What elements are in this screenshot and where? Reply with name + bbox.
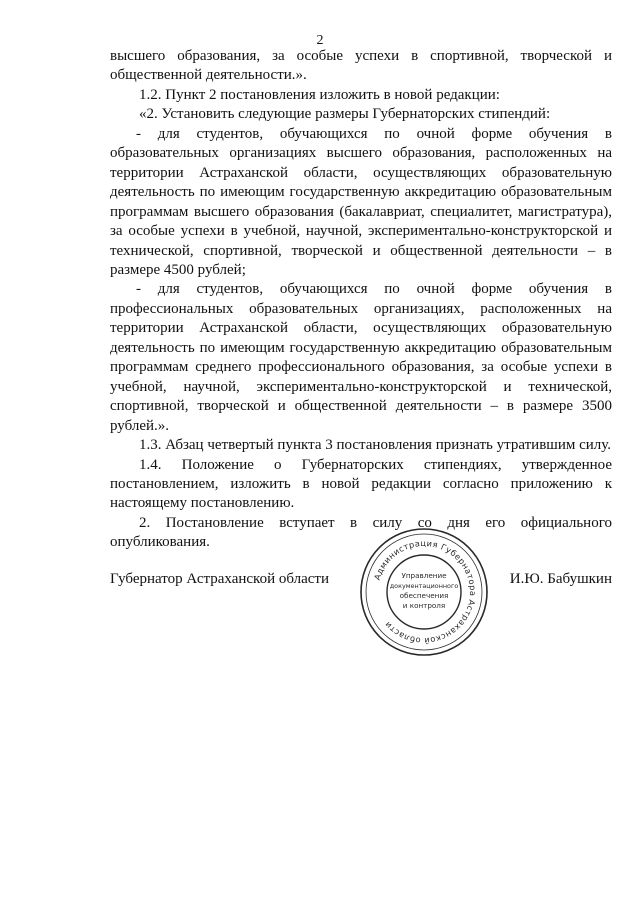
paragraph-bullet-professional-education: - для студентов, обучающихся по очной форме обучения в профессиональных образовательных организациях, расположенных на территории Астраханской области, осуществляющих образовательную деятельность по имеющим государственную аккредитацию образовательным программам среднего профессионального образования, за особые успехи в учебной, научной, экспериментально-конструкторской и технической, спортивной, творческой и общественной деятельности – в размере 3500 рублей.». xyxy=(110,281,612,434)
stamp-center-line-3: обеспечения xyxy=(399,591,449,600)
paragraph-clause-1-3: 1.3. Абзац четвертый пункта 3 постановления признать утратившим силу. xyxy=(139,437,612,454)
stamp-center-line-4: и контроля xyxy=(402,601,446,610)
paragraph-clause-2-heading: «2. Установить следующие размеры Губернаторских стипендий: xyxy=(139,106,551,123)
paragraph-continuation: высшего образования, за особые успехи в спортивной, творческой и общественной деятельности.». xyxy=(110,48,612,84)
governor-name: И.Ю. Бабушкин xyxy=(509,571,612,587)
official-stamp xyxy=(358,526,490,658)
paragraph-clause-2: 2. Постановление вступает в силу со дня его официального опубликования. xyxy=(110,514,612,551)
paragraph-clause-1-4: 1.4. Положение о Губернаторских стипендиях, утвержденное постановлением, изложить в новой редакции согласно приложению к настоящему постановлению. xyxy=(110,456,612,512)
stamp-ring-text: Администрация Губернатора Астраханской области xyxy=(371,537,479,647)
page-number: 2 xyxy=(316,33,324,48)
governor-title: Губернатор Астраханской области xyxy=(110,571,330,587)
stamp-center-line-1: Управление xyxy=(401,571,447,580)
paragraph-clause-1-2: 1.2. Пункт 2 постановления изложить в новой редакции: xyxy=(139,86,500,103)
paragraph-bullet-higher-education: - для студентов, обучающихся по очной форме обучения в образовательных организациях высшего образования, расположенных на территории Астраханской области, осуществляющих образовательную деятельность по имеющим государственную аккредитацию образовательным программам высшего образования (бакалавриат, специалитет, магистратура), за особые успехи в учебной, научной, экспериментально-конструкторской и технической, спортивной, творческой и общественной деятельности – в размере 4500 рублей; xyxy=(110,125,612,278)
stamp-center-line-2: документационного xyxy=(389,582,459,590)
document-body xyxy=(110,47,612,553)
